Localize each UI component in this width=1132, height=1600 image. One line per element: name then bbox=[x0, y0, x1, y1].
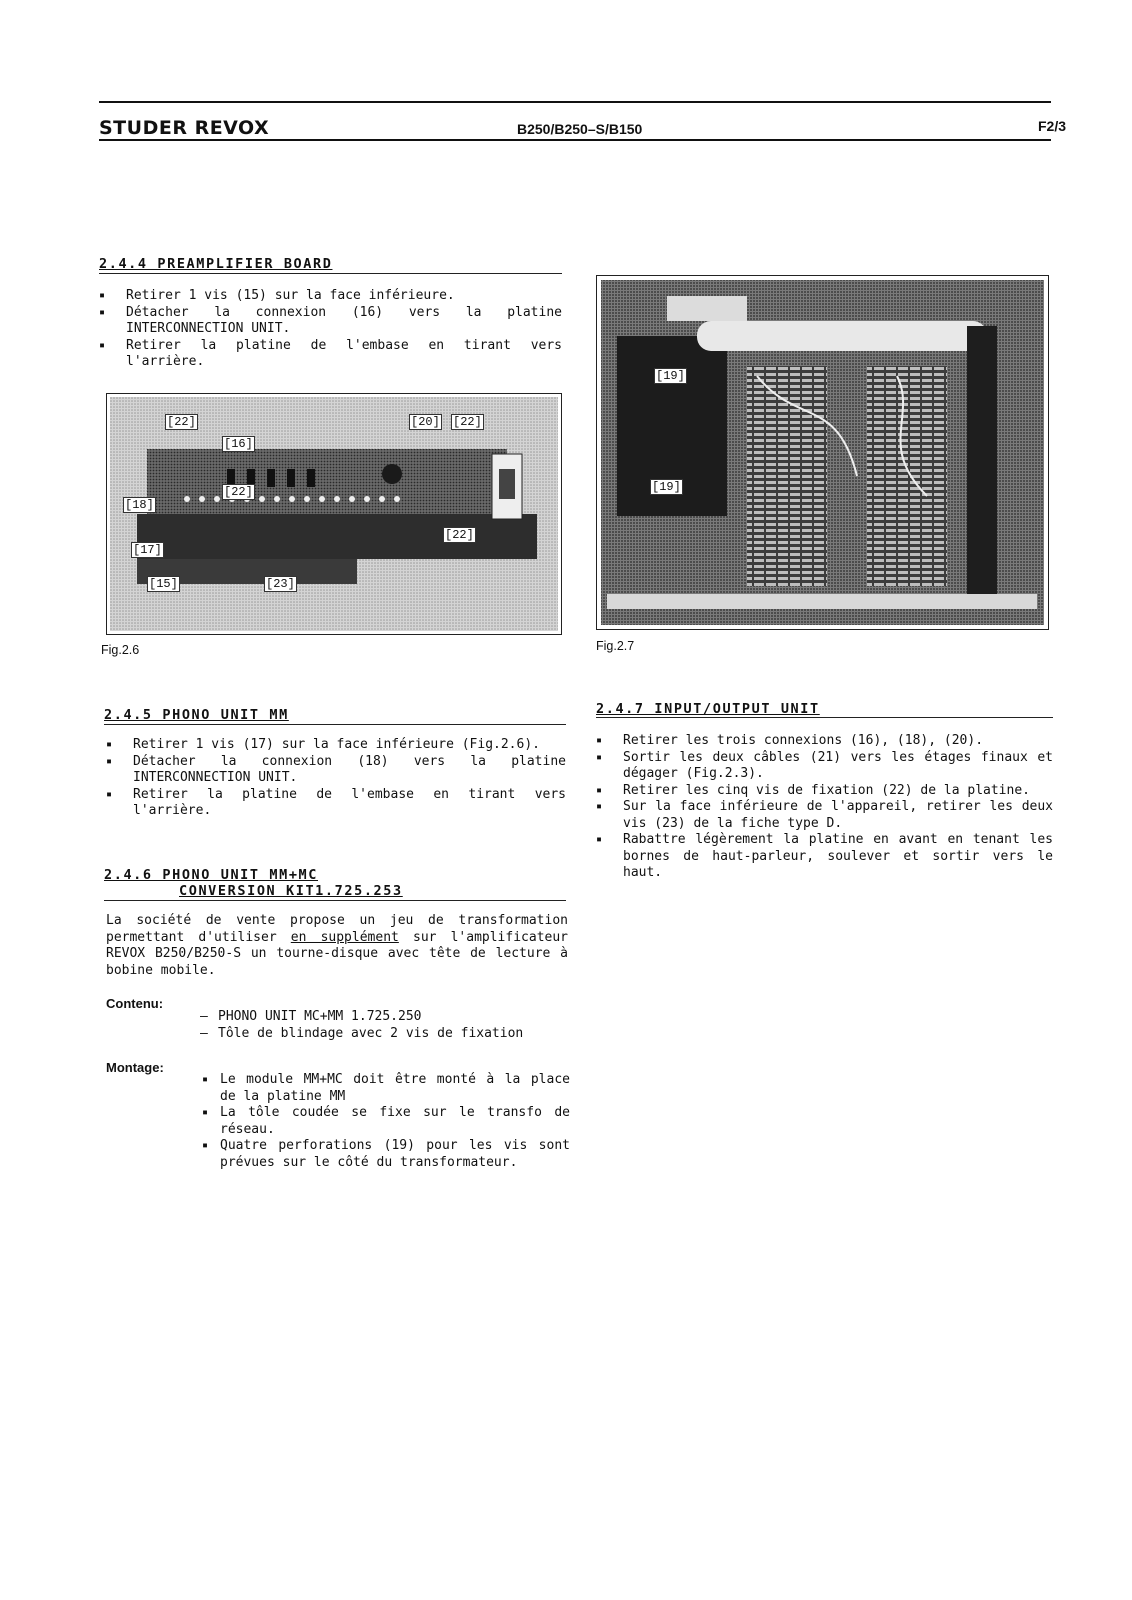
list-item: ▪ La tôle coudée se fixe sur le transfo de réseau. bbox=[202, 1105, 570, 1138]
section-heading-2-4-5: 2.4.5 PHONO UNIT MM bbox=[104, 707, 289, 723]
figure-2-6-photo bbox=[106, 393, 562, 635]
montage-label: Montage: bbox=[106, 1060, 164, 1075]
list-item: ▪ Quatre perforations (19) pour les vis sont prévues sur le côté du transformateur. bbox=[202, 1138, 570, 1171]
list-item: ▪ Retirer 1 vis (17) sur la face inférieure (Fig.2.6). bbox=[106, 737, 566, 754]
contenu-list bbox=[200, 1009, 572, 1042]
list-item: ▪ Retirer les trois connexions (16), (18), (20). bbox=[596, 733, 1053, 750]
list-item: ▪ Retirer les cinq vis de fixation (22) de la platine. bbox=[596, 783, 1053, 800]
list-item: ▪ Retirer la platine de l'embase en tirant vers l'arrière. bbox=[99, 338, 562, 371]
list-2-4-5 bbox=[106, 737, 566, 820]
list-item: – Tôle de blindage avec 2 vis de fixation bbox=[200, 1026, 572, 1043]
list-item: ▪ Détacher la connexion (16) vers la platine INTERCONNECTION UNIT. bbox=[99, 305, 562, 338]
callout-19: [19] bbox=[652, 480, 681, 494]
list-item: ▪ Détacher la connexion (18) vers la platine INTERCONNECTION UNIT. bbox=[106, 754, 566, 787]
callout-20: [20] bbox=[411, 415, 440, 429]
callout-22: [22] bbox=[167, 415, 196, 429]
list-item: ▪ Rabattre légèrement la platine en avant en tenant les bornes de haut-parleur, soulever et sortir vers le haut. bbox=[596, 832, 1053, 882]
list-item: ▪ Sur la face inférieure de l'appareil, retirer les deux vis (23) de la fiche type D. bbox=[596, 799, 1053, 832]
callout-22: [22] bbox=[224, 485, 253, 499]
callout-15: [15] bbox=[149, 577, 178, 591]
list-item: – PHONO UNIT MC+MM 1.725.250 bbox=[200, 1009, 572, 1026]
list-item: ▪ Le module MM+MC doit être monté à la place de la platine MM bbox=[202, 1072, 570, 1105]
list-item: ▪ Retirer 1 vis (15) sur la face inférieure. bbox=[99, 288, 562, 305]
callout-18: [18] bbox=[125, 498, 154, 512]
callout-19: [19] bbox=[656, 369, 685, 383]
callout-22: [22] bbox=[445, 528, 474, 542]
figure-caption: Fig.2.6 bbox=[101, 643, 140, 657]
section-heading-2-4-7: 2.4.7 INPUT/OUTPUT UNIT bbox=[596, 701, 820, 717]
heading-rule bbox=[104, 900, 566, 901]
header-bottom-rule bbox=[99, 139, 1051, 141]
list-2-4-7 bbox=[596, 733, 1053, 882]
model-number: B250/B250–S/B150 bbox=[517, 121, 643, 137]
header-top-rule bbox=[99, 101, 1051, 103]
page-number: F2/3 bbox=[1038, 118, 1067, 134]
heading-rule bbox=[104, 724, 566, 725]
callout-17: [17] bbox=[133, 543, 162, 557]
list-2-4-4 bbox=[99, 288, 562, 371]
list-item: ▪ Retirer la platine de l'embase en tirant vers l'arrière. bbox=[106, 787, 566, 820]
callout-23: [23] bbox=[266, 577, 295, 591]
montage-list bbox=[202, 1072, 570, 1171]
callout-22: [22] bbox=[453, 415, 482, 429]
section-heading-2-4-6-line2: CONVERSION KIT1.725.253 bbox=[179, 883, 403, 899]
callout-16: [16] bbox=[224, 437, 253, 451]
figure-2-7-photo bbox=[596, 275, 1049, 630]
contenu-label: Contenu: bbox=[106, 996, 164, 1011]
section-heading-2-4-4: 2.4.4 PREAMPLIFIER BOARD bbox=[99, 256, 333, 272]
section-heading-2-4-6: 2.4.6 PHONO UNIT MM+MC bbox=[104, 867, 319, 883]
heading-rule bbox=[99, 273, 562, 274]
intro-paragraph: La société de vente propose un jeu de transformation permettant d'utiliser en supplément sur l'amplificateur REVOX B250/B250-S un tourne-disque avec tête de lecture à bobine mobile. bbox=[106, 913, 568, 978]
brand-logo: STUDER REVOX bbox=[99, 117, 270, 139]
list-item: ▪ Sortir les deux câbles (21) vers les étages finaux et dégager (Fig.2.3). bbox=[596, 750, 1053, 783]
heading-rule bbox=[596, 717, 1053, 718]
preamp-board-photo bbox=[107, 394, 561, 634]
input-output-unit-photo bbox=[597, 276, 1048, 629]
figure-caption: Fig.2.7 bbox=[596, 639, 635, 653]
